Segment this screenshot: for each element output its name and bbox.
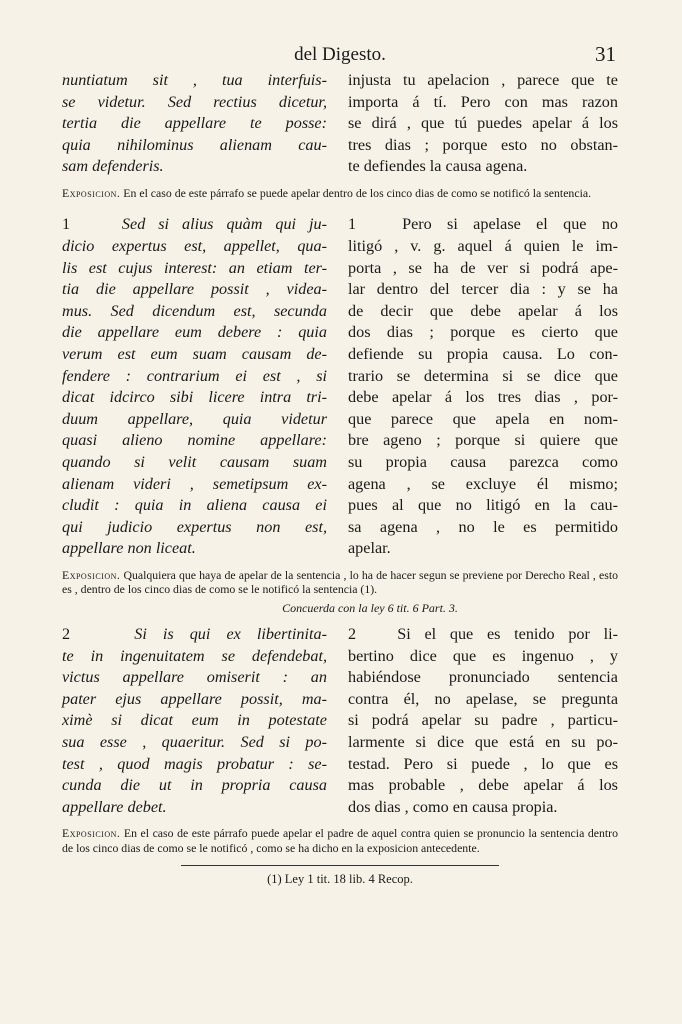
spanish-line: trario se determina si se dice que (348, 366, 618, 385)
spanish-line: mas probable , debe apelar á los (348, 776, 618, 795)
section-2-columns (62, 624, 618, 818)
latin-line: pater ejus appellare possit, ma- (62, 689, 327, 708)
latin-line: quia nihilominus alienam cau- (62, 135, 327, 154)
latin-line: dicio expertus est, appellet, qua- (62, 237, 327, 256)
exposicion-label: Exposicion. (62, 567, 121, 582)
spanish-line: apelar. (348, 539, 391, 558)
latin-line: tia die appellare possit , videa- (62, 280, 327, 299)
exposicion-intro (62, 186, 618, 201)
spanish-line: te defiendes la causa agena. (348, 157, 528, 176)
latin-line: se videtur. Sed rectius dicetur, (62, 92, 327, 111)
spanish-line: se dirá , que tú puedes apelar á los (348, 114, 618, 133)
latin-line: appellare debet. (62, 797, 167, 816)
spanish-line: si podrá apelar su padre , particu- (348, 711, 618, 730)
spanish-line: porta , se ha de ver si podrá ape- (348, 258, 618, 277)
exposicion-section-1 (62, 568, 618, 597)
spanish-line-first (348, 624, 618, 646)
running-title: del Digesto. (294, 44, 386, 65)
spanish-line: agena , se excluye él mismo; (348, 474, 618, 493)
latin-line: fendere : contrarium ei est , si (62, 366, 327, 385)
footnote-divider (181, 865, 499, 866)
spanish-line: defiende su propia causa. Lo con- (348, 345, 618, 364)
latin-line: te in ingenuitatem se defendebat, (62, 646, 327, 665)
latin-line: victus appellare omiserit : an (62, 668, 327, 687)
latin-line: ximè si dicat eum in potestate (62, 711, 327, 730)
footnote: (1) Ley 1 tit. 18 lib. 4 Recop. (267, 872, 413, 887)
spanish-line: debe apelar á los tres dias , por- (348, 388, 618, 407)
exposicion-label: Exposicion. (62, 185, 121, 200)
spanish-line: injusta tu apelacion , parece que te (348, 71, 618, 89)
latin-line: duum appellare, quia videtur (62, 409, 327, 428)
intro-spanish-column (348, 70, 618, 178)
spanish-line: tres dias ; porque esto no obstan- (348, 135, 618, 154)
spanish-line: de decir que debe apelar á los (348, 301, 618, 320)
section-1-columns (62, 214, 618, 560)
spanish-line: Pero si apelase el que no (402, 215, 619, 234)
spanish-line: larmente si dice que está en su po- (348, 732, 618, 751)
latin-line: die appellare eum debere : quia (62, 323, 327, 342)
spanish-line: bertino dice que es ingenuo , y (348, 646, 618, 665)
latin-line: tertia die appellare te posse: (62, 114, 327, 133)
section-1-latin-column (62, 214, 327, 560)
exposicion-section-2 (62, 826, 618, 855)
page-number: 31 (595, 42, 616, 66)
spanish-line: su propia causa parezca como (348, 453, 618, 471)
spanish-line: pues al que no litigó en la cau- (348, 496, 618, 515)
spanish-line: dos dias , como en causa propia. (348, 797, 558, 816)
spanish-line: testad. Pero si puede , lo que es (348, 754, 618, 773)
latin-line: quasi alieno nomine appellare: (62, 431, 327, 450)
latin-line: appellare non liceat. (62, 539, 196, 558)
exposicion-text: En el caso de este párrafo puede apelar el padre de aquel contra quien se pronuncio la sentencia dentro de los cinco dias de como se le notificó , como se ha dicho en la exposicion antecedente. (62, 826, 618, 855)
spanish-line: bre ageno ; porque si quiere que (348, 431, 618, 450)
latin-line-first (62, 624, 327, 646)
latin-line: qui judicio expertus non est, (62, 517, 327, 536)
latin-line: cunda die ut in propria causa (62, 776, 327, 795)
page-header (62, 40, 618, 70)
latin-line: sua esse , quaeritur. Sed si po- (62, 732, 327, 751)
latin-line-first (62, 214, 327, 236)
latin-line: mus. Sed dicendum est, secunda (62, 301, 327, 320)
section-1-spanish-column (348, 214, 618, 560)
latin-line: verum est eum suam causam de- (62, 345, 327, 364)
spanish-line: litigó , v. g. aquel á quien le im- (348, 237, 618, 256)
spanish-line: contra él, no apelase, se pregunta (348, 689, 618, 708)
latin-line: dicat idcirco sibi licere intra tri- (62, 388, 327, 407)
latin-line: test , quod magis probatur : se- (62, 754, 327, 773)
paragraph-number: 1 (348, 215, 357, 234)
spanish-line: dos dias ; porque es cierto que (348, 323, 618, 342)
intro-latin-column (62, 70, 327, 178)
section-2-spanish-column (348, 624, 618, 818)
latin-line: Si is qui ex libertinita- (134, 624, 327, 643)
paragraph-number: 2 (348, 624, 357, 643)
latin-line: sam defenderis. (62, 157, 164, 176)
intro-columns (62, 70, 618, 178)
latin-line: quando si velit causam suam (62, 453, 327, 471)
paragraph-number: 2 (62, 624, 71, 643)
spanish-line: importa á tí. Pero con mas razon (348, 92, 618, 111)
latin-line: alienam videri , semetipsum ex- (62, 474, 327, 493)
spanish-line: Si el que es tenido por li- (397, 624, 619, 643)
spanish-line: lar dentro del tercer dia : y se ha (348, 280, 618, 299)
latin-line: lis est cujus interest: an etiam ter- (62, 258, 327, 277)
latin-line: Sed si alius quàm qui ju- (121, 215, 327, 234)
spanish-line-first (348, 214, 618, 236)
exposicion-text: En el caso de este párrafo se puede apelar dentro de los cinco dias de como se notificó la sentencia. (120, 185, 592, 200)
latin-line: nuntiatum sit , tua interfuis- (62, 71, 327, 89)
paragraph-number: 1 (62, 215, 71, 234)
concordance-note: Concuerda con la ley 6 tit. 6 Part. 3. (282, 600, 458, 615)
exposicion-text: Qualquiera que haya de apelar de la sentencia , lo ha de hacer segun se previene por Derecho Real , esto es , dentro de los cinco dias de como se le notificó la sentencia (1). (62, 567, 618, 597)
page (62, 40, 618, 887)
spanish-line: que parece que apela en nom- (348, 409, 618, 428)
section-2-latin-column (62, 624, 327, 818)
latin-line: cludit : quia in aliena causa ei (62, 496, 327, 515)
spanish-line: habiéndose pronunciado sentencia (348, 668, 618, 687)
exposicion-label: Exposicion. (62, 826, 121, 841)
spanish-line: sa agena , no le es permitido (348, 517, 618, 536)
